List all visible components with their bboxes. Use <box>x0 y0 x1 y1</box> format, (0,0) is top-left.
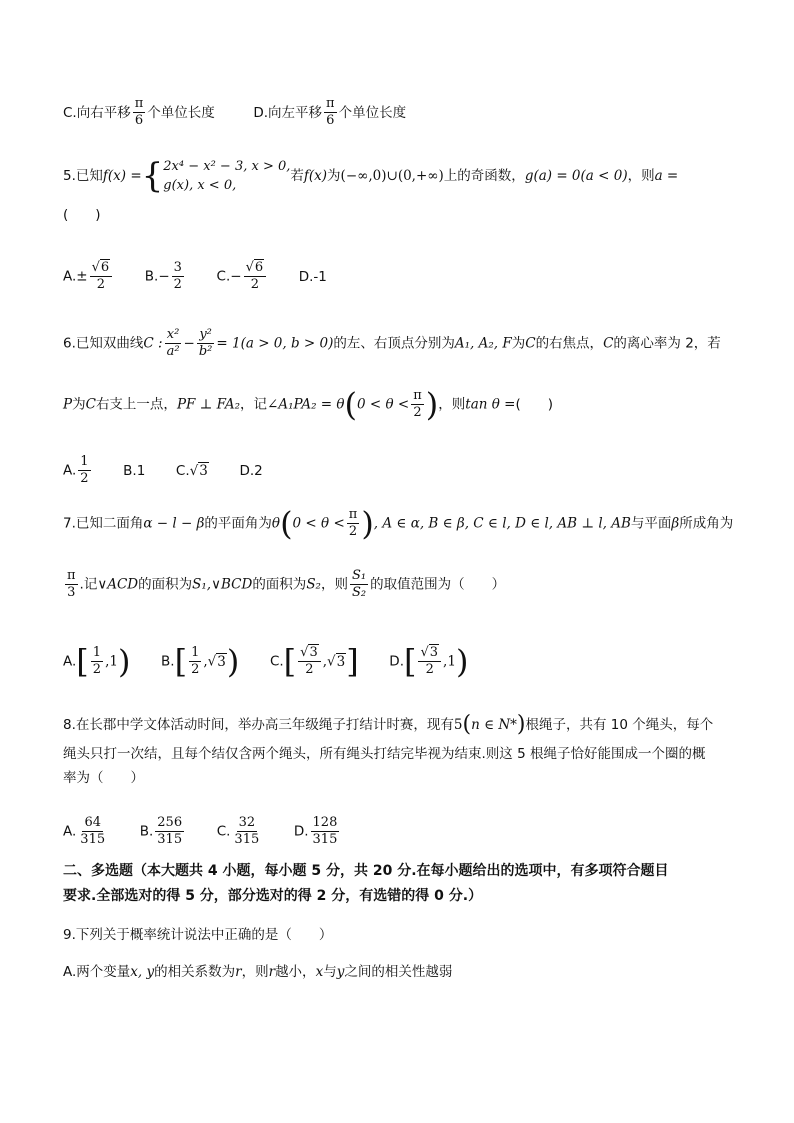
q8-stem-line2: 绳头只打一次结，且每个结仅含两个绳头，所有绳头打结完毕视为结束.则这 5 根绳子恰好能围成一个圈的概 <box>63 746 706 762</box>
q7-stem-line1: 7.已知二面角α − l − β的平面角为θ(0 < θ < $\frac{\pi}{2}$ ), A ∈ α, B ∈ β, C ∈ l, D ∈ l, AB ⊥ l, AB与平面β所成角为 <box>63 504 734 543</box>
q4-d-fraction: $\frac{\pi}{6}$ <box>326 96 335 128</box>
q7-option-a: A.[ $\frac{1}{2}$ ,1) <box>63 642 131 681</box>
q6-options <box>63 454 263 487</box>
q8-option-c: C. $\frac{32}{315}$ <box>216 815 260 847</box>
q6-stem-line1: 6.已知双曲线C : $\frac{\text{x²}}{\text{a²}}$ − $\frac{\text{y²}}{\text{b²}}$ = 1(a > 0, b > 0)的左、右顶点分别为A₁, A₂, F为C的右焦点，C的离心率为 2，若 <box>63 327 721 359</box>
q8-option-a: A. $\frac{64}{315}$ <box>63 815 106 847</box>
q5-options <box>63 260 327 293</box>
q7-option-b: B.[ $\frac{1}{2}$ ,√3) <box>161 642 240 681</box>
q9-stem: 9.下列关于概率统计说法中正确的是（ ） <box>63 927 333 943</box>
q6-option-b: B.1 <box>123 462 146 479</box>
q5-option-b: B.− $\frac{3}{2}$ <box>144 260 182 292</box>
q7-option-d: D.[ $\frac{√3}{2}$ ,1) <box>389 642 469 681</box>
section2-heading-line2: 要求.全部选对的得 5 分，部分选对的得 2 分，有选错的得 0 分.） <box>63 888 483 904</box>
q6-stem-line2: P为C右支上一点，PF ⊥ FA₂，记∠A₁PA₂ = θ(0 < θ < $\frac{\pi}{2}$ )，则tan θ =( ) <box>63 385 554 424</box>
q8-stem-line1: 8.在长郡中学文体活动时间，举办高三年级绳子打结计时赛，现有5(n ∈ N*)根绳子，共有 10 个绳头，每个 <box>63 712 714 737</box>
q6-option-d: D.2 <box>239 462 263 479</box>
q7-option-c: C.[ $\frac{√3}{2}$ ,√3] <box>269 642 359 681</box>
q6-option-c: C.√3 <box>175 462 208 479</box>
q6-option-a: A. $\frac{1}{2}$ <box>63 454 89 486</box>
q4-option-d: D.向左平移 $\frac{\pi}{6}$ 个单位长度 <box>253 96 407 128</box>
q8-option-d: D. $\frac{128}{315}$ <box>293 815 338 847</box>
q5-option-c: C.− $\frac{√6}{2}$ <box>217 260 269 293</box>
section2-heading-line1: 二、多选题（本大题共 4 小题，每小题 5 分，共 20 分.在每小题给出的选项中，有多项符合题目 <box>63 863 669 879</box>
q8-stem-line3: 率为（ ） <box>63 770 144 786</box>
q7-options <box>63 642 469 681</box>
q9-option-a: A.两个变量x, y的相关系数为r，则r越小，x与y之间的相关性越弱 <box>63 964 453 980</box>
q4-options-line <box>63 96 406 129</box>
q8-option-b: B. $\frac{256}{315}$ <box>139 815 183 847</box>
q4-c-fraction: $\frac{\pi}{6}$ <box>134 96 144 128</box>
q5-paren: ( ) <box>63 207 101 223</box>
q4-option-c: C.向右平移 $\frac{\pi}{6}$ 个单位长度 <box>63 96 215 128</box>
q5-option-a: A.± $\frac{√6}{2}$ <box>63 260 114 293</box>
q7-stem-line2: $\frac{\pi}{3}$ .记∨ACD的面积为S₁,∨BCD的面积为S₂，则 $\frac{\text{S₁}}{\text{S₂}}$ 的取值范围为（ ） <box>67 568 506 600</box>
q8-options <box>63 815 341 848</box>
q5-piecewise: 2x⁴ − x² − 3, x > 0, g(x), x < 0, <box>163 159 291 193</box>
q5-option-d: D.-1 <box>298 268 327 285</box>
q5-brace: { <box>141 156 164 196</box>
q5-stem: 5.已知f(x) ={ 2x⁴ − x² − 3, x > 0, g(x), x < 0, 若f(x)为(−∞,0)∪(0,+∞)上的奇函数，g(a) = 0(a < 0)，则a = <box>63 156 679 196</box>
